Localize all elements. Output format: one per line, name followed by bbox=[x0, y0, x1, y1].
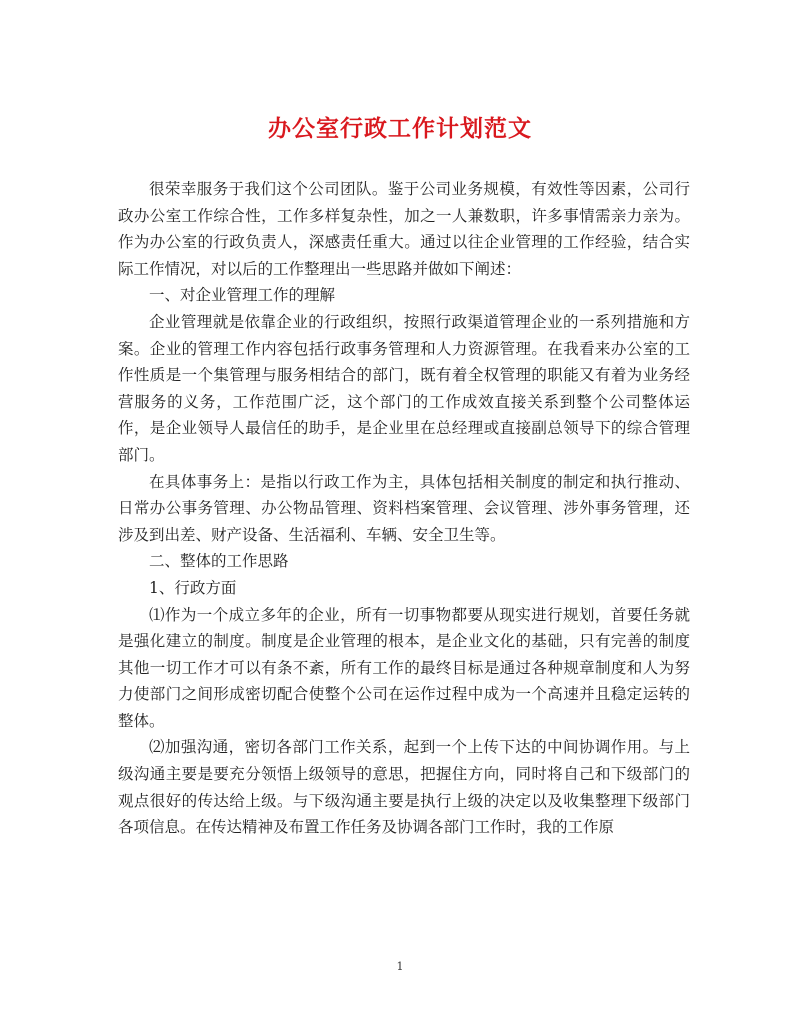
section-heading-2: 二、整体的工作思路 bbox=[149, 552, 289, 571]
paragraph-item-2: ⑵加强沟通，密切各部门工作关系，起到一个上传下达的中间协调作用。与上级沟通主要是要充分领悟上级领导的意思，把握住方向，同时将自己和下级部门的观点很好的传达给上级。与下级沟通主要是执行上级的决定以及收集整理下级部门各项信息。在传达精神及布置工作任务及协调各部门工作时，我的工作原 bbox=[118, 738, 690, 837]
paragraph-intro: 很荣幸服务于我们这个公司团队。鉴于公司业务规模，有效性等因素，公司行政办公室工作综合性，工作多样复杂性，加之一人兼数职，许多事情需亲力亲为。作为办公室的行政负责人，深感责任重大。通过以往企业管理的工作经验，结合实际工作情况，对以后的工作整理出一些思路并做如下阐述： bbox=[118, 180, 690, 278]
paragraph-management: 企业管理就是依靠企业的行政组织，按照行政渠道管理企业的一系列措施和方案。企业的管理工作内容包括行政事务管理和人力资源管理。在我看来办公室的工作性质是一个集管理与服务相结合的部门，既有着全权管理的职能又有着为业务经营服务的义务，工作范围广泛，这个部门的工作成效直接关系到整个公司整体运作，是企业领导人最信任的助手，是企业里在总经理或直接副总领导下的综合管理部门。 bbox=[118, 312, 690, 464]
paragraph-item-1: ⑴作为一个成立多年的企业，所有一切事物都要从现实进行规划，首要任务就是强化建立的制度。制度是企业管理的根本，是企业文化的基础，只有完善的制度其他一切工作才可以有条不紊，所有工作的最终目标是通过各种规章制度和人为努力使部门之间形成密切配合使整个公司在运作过程中成为一个高速并且稳定运转的整体。 bbox=[118, 605, 690, 730]
section-heading-1: 一、对企业管理工作的理解 bbox=[149, 286, 336, 305]
page-number: 1 bbox=[396, 960, 404, 973]
subsection-heading-admin: 1、行政方面 bbox=[149, 578, 237, 597]
document-title: 办公室行政工作计划范文 bbox=[268, 115, 532, 142]
document-body bbox=[118, 176, 690, 841]
paragraph-specific-affairs: 在具体事务上：是指以行政工作为主，具体包括相关制度的制定和执行推动、日常办公事务管理、办公物品管理、资料档案管理、会议管理、涉外事务管理，还涉及到出差、财产设备、生活福利、车辆、安全卫生等。 bbox=[118, 472, 690, 544]
